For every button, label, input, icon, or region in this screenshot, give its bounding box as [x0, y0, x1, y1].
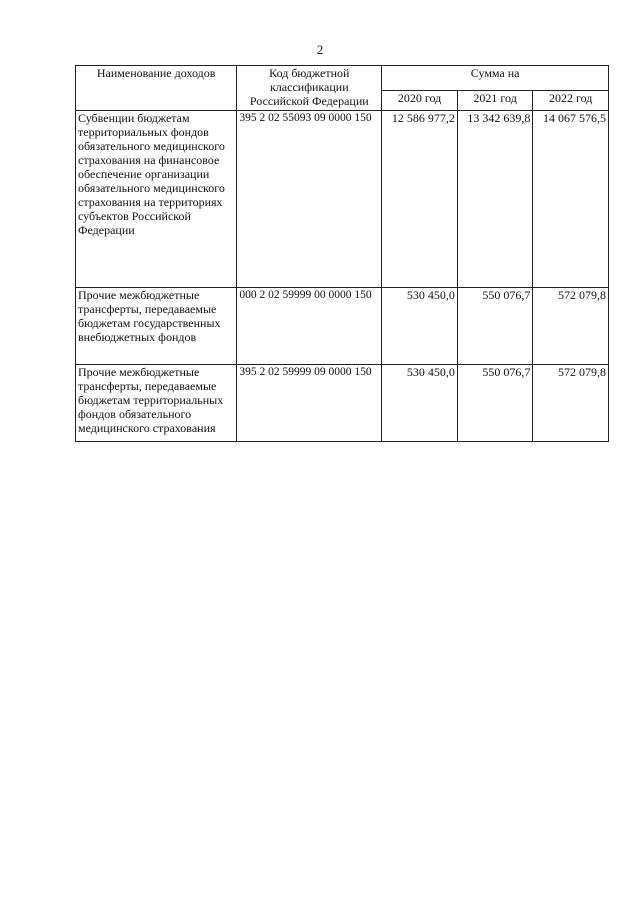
page-number: 2: [316, 42, 324, 57]
income-table: [75, 65, 609, 442]
row-budget-code: 395 2 02 59999 09 0000 150: [237, 365, 382, 442]
row-income-name: Прочие межбюджетные трансферты, передаваемые бюджетам государственных внебюджетных фондов: [76, 288, 237, 365]
row-value-2020: 530 450,0: [382, 288, 458, 365]
row-budget-code: 000 2 02 59999 00 0000 150: [237, 288, 382, 365]
row-value-2022: 572 079,8: [533, 288, 609, 365]
row-value-2021: 550 076,7: [457, 365, 533, 442]
table-row: [76, 288, 609, 365]
row-income-name: Субвенции бюджетам территориальных фондов обязательного медицинского страхования на финансовое обеспечение организации обязательного медицинского страхования на территориях субъектов Российской Федерации: [76, 111, 237, 288]
header-budget-code: Код бюджетной классификации Российской Федерации: [237, 66, 382, 111]
row-income-name: Прочие межбюджетные трансферты, передаваемые бюджетам территориальных фондов обязательного медицинского страхования: [76, 365, 237, 442]
table-header-row: [76, 66, 609, 91]
header-sum: Сумма на: [382, 66, 609, 91]
table-row: [76, 365, 609, 442]
header-year-2020: 2020 год: [382, 91, 458, 111]
header-year-2022: 2022 год: [533, 91, 609, 111]
header-year-2021: 2021 год: [457, 91, 533, 111]
row-value-2021: 550 076,7: [457, 288, 533, 365]
header-income-name: Наименование доходов: [76, 66, 237, 111]
row-value-2021: 13 342 639,8: [457, 111, 533, 288]
row-value-2020: 12 586 977,2: [382, 111, 458, 288]
row-budget-code: 395 2 02 55093 09 0000 150: [237, 111, 382, 288]
row-value-2022: 14 067 576,5: [533, 111, 609, 288]
row-value-2022: 572 079,8: [533, 365, 609, 442]
table-row: [76, 111, 609, 288]
row-value-2020: 530 450,0: [382, 365, 458, 442]
